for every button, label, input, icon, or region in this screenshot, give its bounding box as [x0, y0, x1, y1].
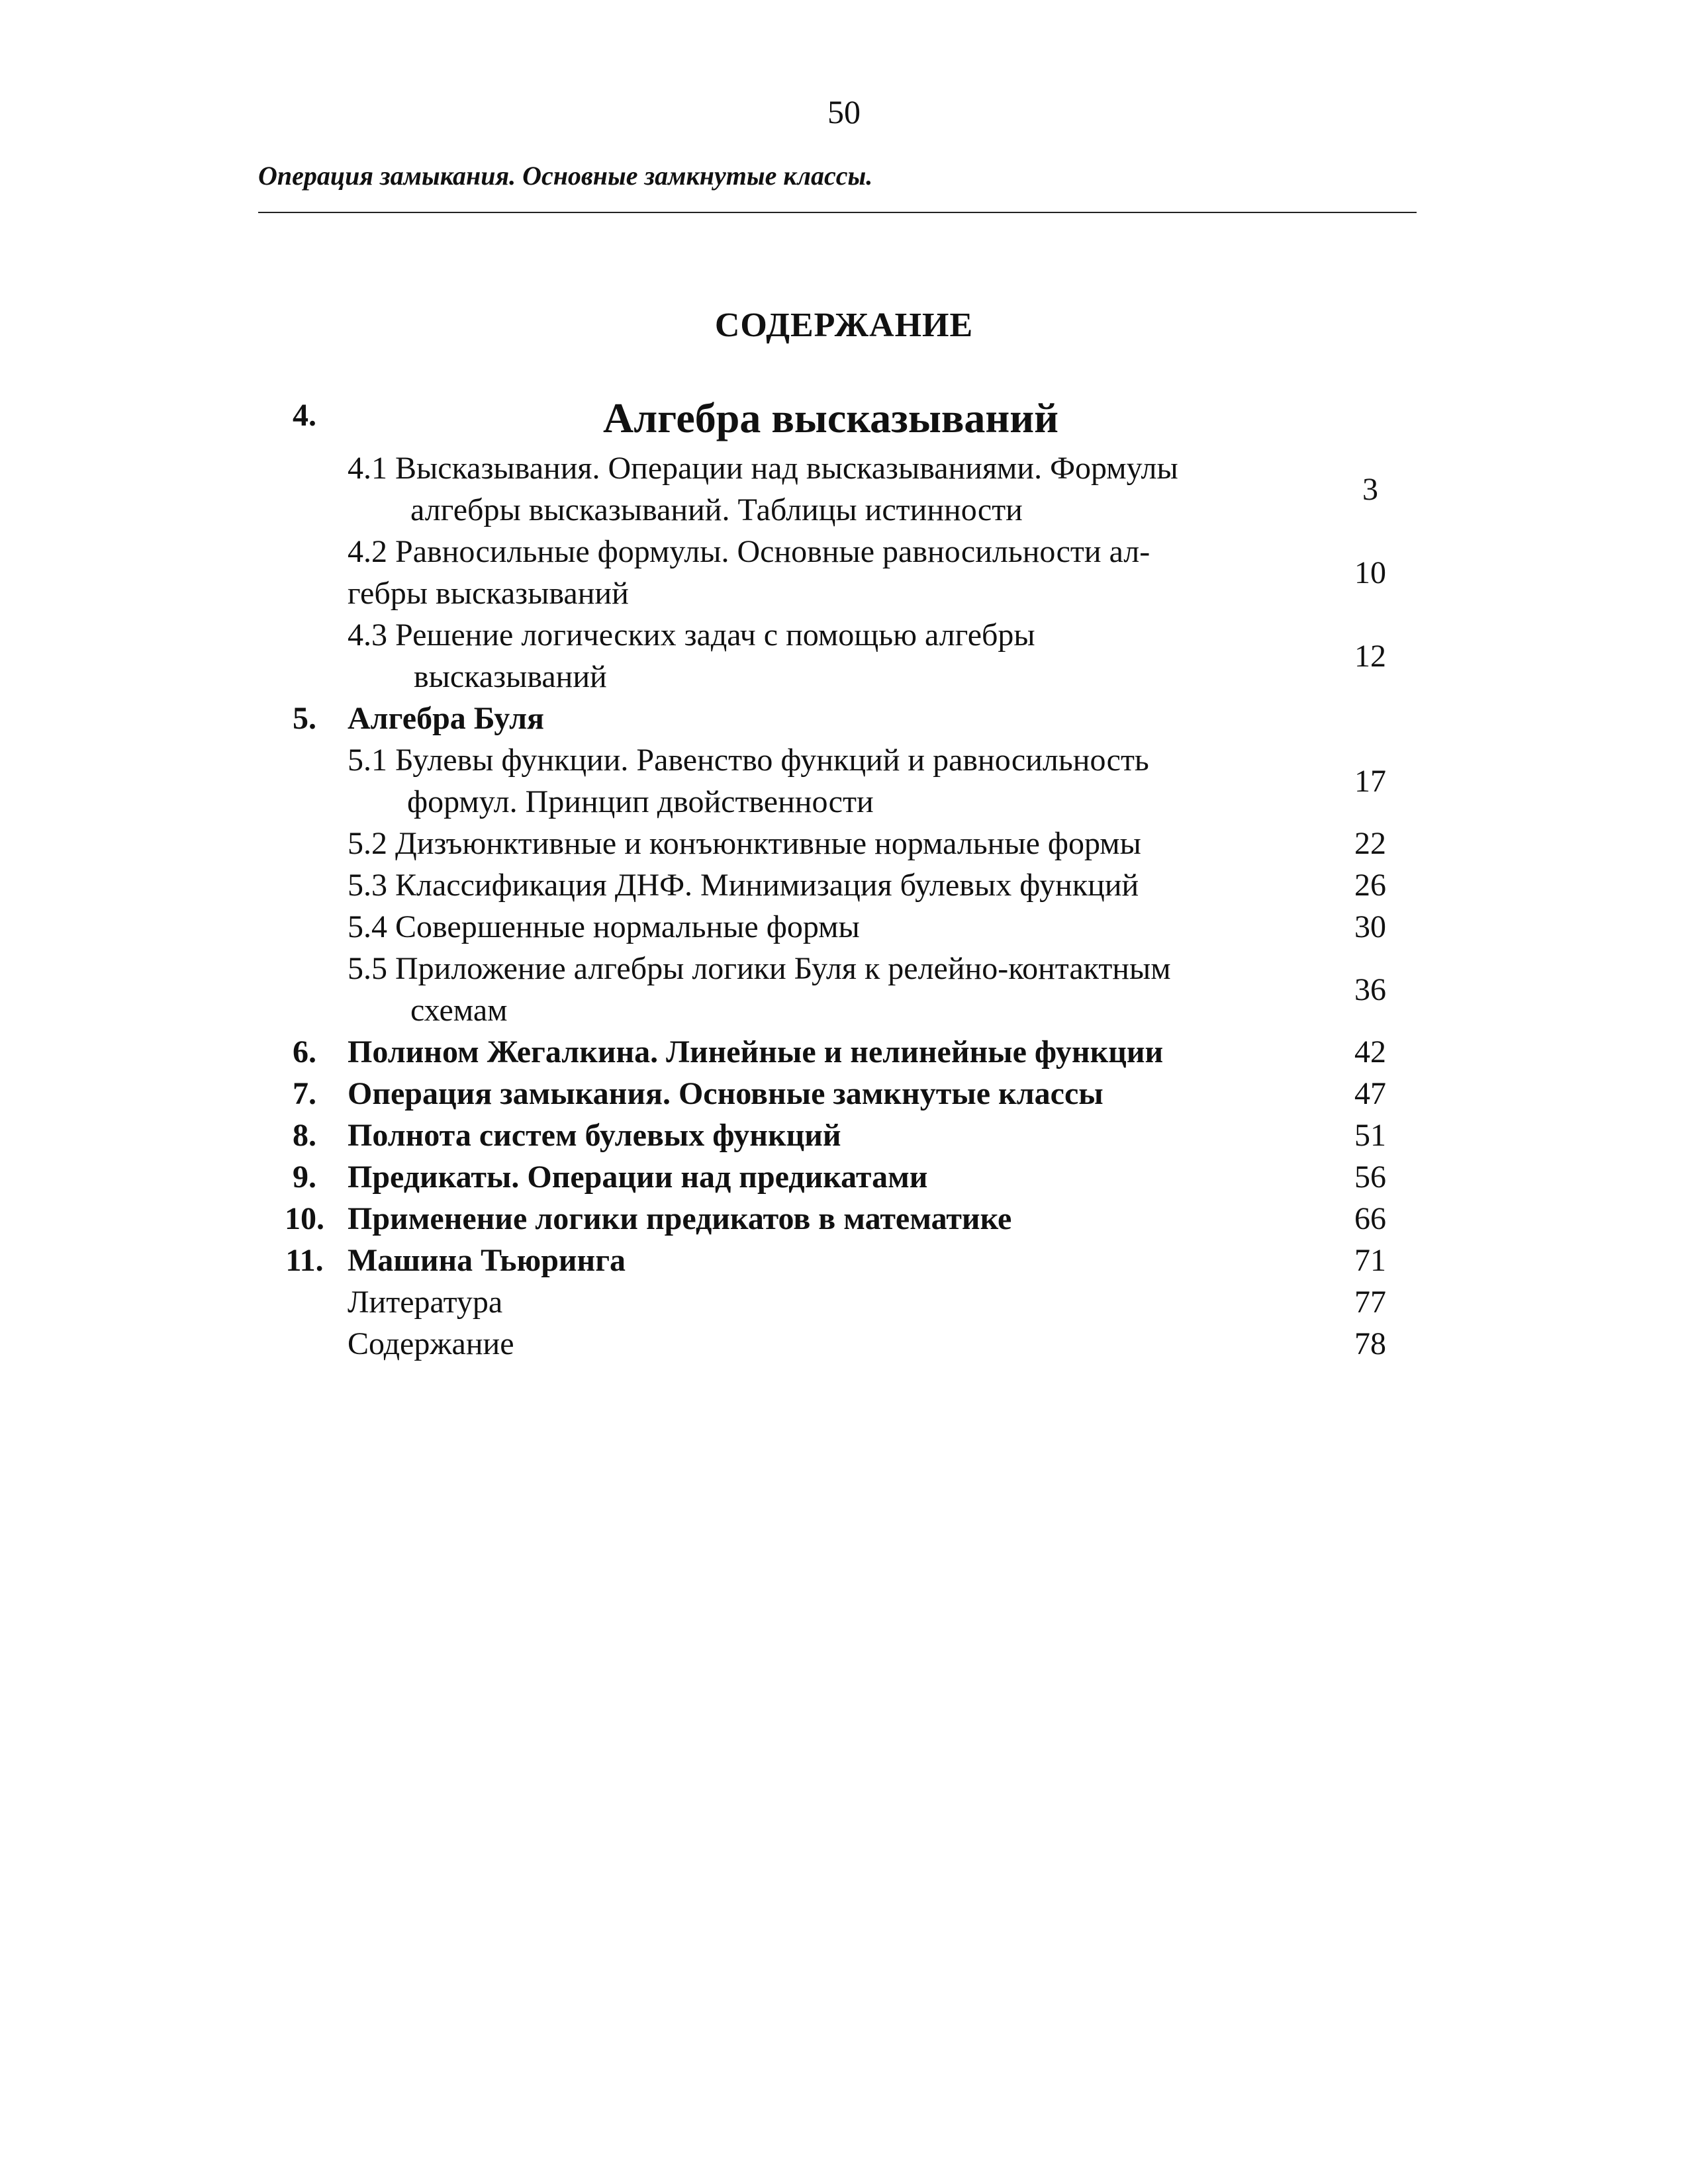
- section-page: 10: [1354, 555, 1386, 590]
- section-page: 17: [1354, 763, 1386, 799]
- section-title: 5.1 Булевы функции. Равенство функций и равносильность формул. Принцип двойственности: [348, 743, 1149, 819]
- chapter-number: 8.: [293, 1118, 316, 1153]
- toc-section-5-3[interactable]: [261, 864, 1427, 906]
- toc-chapter-8[interactable]: [261, 1115, 1427, 1156]
- table-of-contents: [261, 392, 1427, 1365]
- page-number: 50: [827, 93, 861, 130]
- section-page: 26: [1354, 868, 1386, 903]
- section-title: 4.1 Высказывания. Операции над высказываниями. Формулы алгебры высказываний. Таблицы истинности: [348, 451, 1178, 527]
- section-title: 4.2 Равносильные формулы. Основные равносильности ал- гебры высказываний: [348, 534, 1150, 611]
- chapter-page: 51: [1354, 1118, 1386, 1153]
- contents-title: Содержание: [348, 1326, 514, 1361]
- chapter-title: Полнота систем булевых функций: [348, 1118, 841, 1153]
- chapter-page: 42: [1354, 1034, 1386, 1069]
- toc-chapter-9[interactable]: [261, 1156, 1427, 1198]
- literature-page: 77: [1354, 1285, 1386, 1320]
- chapter-number: 11.: [285, 1243, 324, 1278]
- chapter-title: Применение логики предикатов в математике: [348, 1201, 1012, 1236]
- running-title: Операция замыкания. Основные замкнутые классы.: [258, 161, 873, 191]
- section-title: 5.3 Классификация ДНФ. Минимизация булевых функций: [348, 868, 1139, 903]
- section-title: 5.4 Совершенные нормальные формы: [348, 909, 860, 944]
- toc-literature[interactable]: [261, 1281, 1427, 1323]
- toc-title: СОДЕРЖАНИЕ: [714, 306, 974, 344]
- literature-title: Литература: [348, 1285, 503, 1320]
- section-page: 22: [1354, 826, 1386, 861]
- section-title: 5.5 Приложение алгебры логики Буля к релейно-контактным схемам: [348, 951, 1171, 1028]
- chapter-title: Машина Тьюринга: [348, 1243, 626, 1278]
- toc-section-4-3[interactable]: [261, 614, 1427, 698]
- section-page: 36: [1354, 972, 1386, 1007]
- chapter-title: Операция замыкания. Основные замкнутые классы: [348, 1076, 1103, 1111]
- chapter-number: 10.: [285, 1201, 324, 1236]
- chapter-title: Предикаты. Операции над предикатами: [348, 1160, 928, 1195]
- toc-chapter-10[interactable]: [261, 1198, 1427, 1240]
- section-title: 5.2 Дизъюнктивные и конъюнктивные нормальные формы: [348, 826, 1141, 861]
- toc-section-5-1[interactable]: [261, 739, 1427, 823]
- chapter-page: 47: [1354, 1076, 1386, 1111]
- chapter-title: Алгебра Буля: [348, 701, 544, 736]
- toc-section-4-2[interactable]: [261, 531, 1427, 614]
- toc-chapter-11[interactable]: [261, 1240, 1427, 1281]
- section-page: 12: [1354, 638, 1386, 674]
- chapter-number: 9.: [293, 1160, 316, 1195]
- chapter-number: 4.: [293, 398, 316, 433]
- section-title: 4.3 Решение логических задач с помощью алгебры высказываний: [348, 617, 1035, 694]
- toc-chapter-4[interactable]: [261, 392, 1427, 445]
- chapter-page: 56: [1354, 1160, 1386, 1195]
- contents-page: 78: [1354, 1326, 1386, 1361]
- chapter-page: 71: [1354, 1243, 1386, 1278]
- toc-chapter-7[interactable]: [261, 1073, 1427, 1115]
- chapter-title: Алгебра высказываний: [602, 394, 1059, 441]
- toc-section-5-5[interactable]: [261, 948, 1427, 1031]
- chapter-number: 6.: [293, 1034, 316, 1069]
- section-page: 30: [1354, 909, 1386, 944]
- toc-section-5-4[interactable]: [261, 906, 1427, 948]
- section-page: 3: [1362, 471, 1378, 507]
- chapter-number: 5.: [293, 701, 316, 736]
- toc-contents[interactable]: [261, 1323, 1427, 1365]
- chapter-title: Полином Жегалкина. Линейные и нелинейные функции: [348, 1034, 1164, 1069]
- header-rule: [258, 212, 1417, 213]
- chapter-page: 66: [1354, 1201, 1386, 1236]
- toc-chapter-6[interactable]: [261, 1031, 1427, 1073]
- toc-chapter-5[interactable]: [261, 698, 1427, 739]
- toc-section-5-2[interactable]: [261, 823, 1427, 864]
- chapter-number: 7.: [293, 1076, 316, 1111]
- toc-section-4-1[interactable]: [261, 447, 1427, 531]
